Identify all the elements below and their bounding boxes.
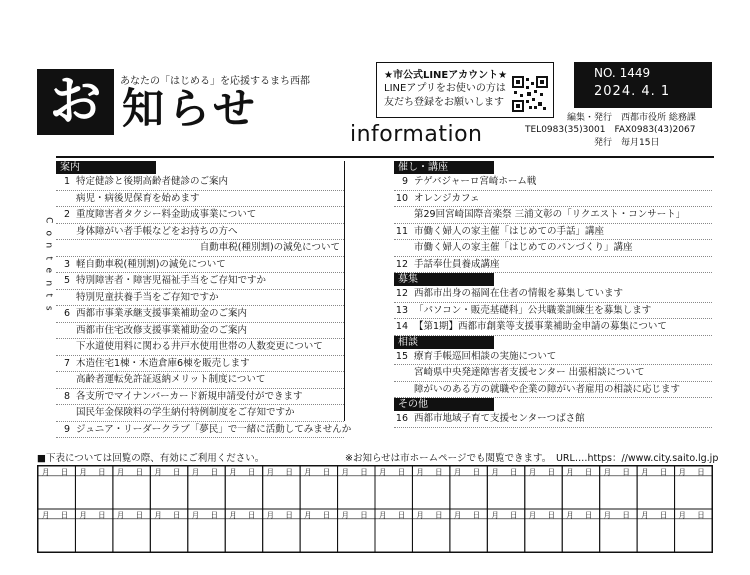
line-account-body xyxy=(384,82,506,110)
contents-row xyxy=(394,411,712,428)
grid-day-label: 日 xyxy=(360,510,368,520)
grid-month-label: 月 xyxy=(603,510,612,520)
contents-right-column xyxy=(394,161,712,428)
grid-month-label: 月 xyxy=(116,467,125,477)
page-number: 1 xyxy=(63,176,70,187)
grid-day-label: 日 xyxy=(173,510,181,520)
grid-month-label: 月 xyxy=(378,467,387,477)
grid-month-label: 月 xyxy=(229,510,237,520)
grid-day-label: 日 xyxy=(210,510,218,520)
grid-day-label: 日 xyxy=(622,467,630,477)
contents-row xyxy=(394,303,712,320)
page-number: 7 xyxy=(63,357,70,369)
grid-month-label: 月 xyxy=(341,467,350,477)
contents-row xyxy=(56,273,344,290)
page-number: 12 xyxy=(395,288,408,299)
grid-day-label: 日 xyxy=(622,510,630,520)
article-title: オレンジカフェ xyxy=(414,192,480,204)
contents-row xyxy=(394,286,712,303)
grid-month-label: 月 xyxy=(641,510,649,520)
circulation-table xyxy=(37,465,713,553)
grid-day-label: 日 xyxy=(697,467,705,477)
issue-number: NO. 1449 xyxy=(594,66,651,80)
contents-left-column xyxy=(56,161,352,438)
contents-row xyxy=(56,290,344,307)
article-title: 市働く婦人の家主催「はじめての手話」講座 xyxy=(414,225,605,237)
contents-row xyxy=(394,207,712,224)
grid-month-label: 月 xyxy=(304,467,312,477)
grid-month-label: 月 xyxy=(266,467,275,477)
contents-row xyxy=(56,306,344,323)
page-number: 15 xyxy=(395,350,408,362)
grid-day-label: 日 xyxy=(510,510,518,520)
contents-row xyxy=(56,207,344,224)
contents-row xyxy=(394,365,712,382)
grid-month-label: 月 xyxy=(378,510,387,520)
contents-row xyxy=(394,382,712,399)
contents-label-letter: n xyxy=(43,242,54,249)
page-number: 12 xyxy=(395,258,408,270)
grid-month-label: 月 xyxy=(491,510,499,520)
page-number: 9 xyxy=(63,423,70,435)
contents-row xyxy=(56,339,344,356)
grid-day-label: 日 xyxy=(547,467,555,477)
page-title: 知らせ xyxy=(122,84,259,133)
grid-day-label: 日 xyxy=(659,510,668,520)
grid-day-label: 日 xyxy=(98,510,106,520)
article-title: 「パソコン・販売基礎科」公共職業訓練生を募集します xyxy=(414,304,652,316)
section-header: その他 xyxy=(394,398,494,411)
contents-label-letter: t xyxy=(43,255,54,260)
tagline: あなたの「はじめる」を応援するまち西都 xyxy=(120,76,310,87)
article-title: 特別児童扶養手当をご存知ですか xyxy=(76,291,219,303)
grid-month-label: 月 xyxy=(79,510,87,520)
grid-month-label: 月 xyxy=(566,510,574,520)
grid-month-label: 月 xyxy=(678,467,687,477)
page-number: 3 xyxy=(63,258,70,270)
contents-label-letter: t xyxy=(43,293,54,298)
grid-month-label: 月 xyxy=(566,467,574,477)
contents-label-letter: C xyxy=(43,217,54,224)
page-number: 11 xyxy=(395,225,408,237)
grid-month-label: 月 xyxy=(678,510,687,520)
contents-row xyxy=(56,405,344,422)
article-title: 市働く婦人の家主催「はじめてのパンづくり」講座 xyxy=(414,242,633,253)
grid-day-label: 日 xyxy=(435,467,443,477)
grid-day-label: 日 xyxy=(472,510,481,520)
page-number: 10 xyxy=(395,192,408,204)
contents-label-letter: o xyxy=(43,229,54,236)
grid-day-label: 日 xyxy=(435,510,443,520)
article-title: 木造住宅1棟・木造倉庫6棟を販売します xyxy=(76,357,250,369)
grid-month-label: 月 xyxy=(416,467,424,477)
grid-day-label: 日 xyxy=(322,510,331,520)
grid-month-label: 月 xyxy=(79,467,87,477)
article-title: 宮崎県中央発達障害者支援センター 出張相談について xyxy=(414,367,645,378)
article-title: 療育手帳巡回相談の実施について xyxy=(414,350,557,362)
contents-row xyxy=(56,240,344,257)
article-title: 西都市地域子育て支援センターつばさ館 xyxy=(414,413,585,424)
grid-month-label: 月 xyxy=(191,510,200,520)
article-title: 自動車税(種別割)の減免について xyxy=(199,242,340,253)
grid-month-label: 月 xyxy=(41,467,50,477)
grid-day-label: 日 xyxy=(210,467,218,477)
contents-label xyxy=(42,214,54,314)
contents-row xyxy=(394,191,712,208)
grid-month-label: 月 xyxy=(154,467,162,477)
section-header: 相談 xyxy=(394,336,494,349)
grid-month-label: 月 xyxy=(229,467,237,477)
page-number: 8 xyxy=(63,390,70,402)
article-title: テゲバジャーロ宮崎ホーム戦 xyxy=(414,176,537,187)
contents-label-letter: n xyxy=(43,279,54,286)
contents-row xyxy=(56,224,344,241)
article-title: 高齢者運転免許証返納メリット制度について xyxy=(76,374,266,385)
grid-day-label: 日 xyxy=(285,467,293,477)
grid-month-label: 月 xyxy=(116,510,125,520)
page-number: 9 xyxy=(401,176,408,187)
article-title: 国民年金保険料の学生納付特例制度をご存知ですか xyxy=(76,407,295,418)
contents-row xyxy=(56,389,344,406)
logo-character: お xyxy=(37,69,114,135)
circulation-note: ■下表については回覧の際、有効にご利用ください。 xyxy=(37,453,265,464)
issue-frequency: 発行 毎月15日 xyxy=(594,138,660,148)
article-title: 各支所でマイナンバーカード新規申請受付ができます xyxy=(76,390,303,402)
publisher: 編集・発行 西都市役所 総務課 xyxy=(567,113,696,123)
grid-day-label: 日 xyxy=(247,467,256,477)
qr-code-icon xyxy=(512,76,548,112)
grid-month-label: 月 xyxy=(603,467,612,477)
article-title: 【第1期】西都市創業等支援事業補助金申請の募集について xyxy=(414,321,667,332)
grid-day-label: 日 xyxy=(173,467,181,477)
article-title: 下水道使用料に関わる井戸水使用世帯の人数変更について xyxy=(76,341,323,352)
article-title: 軽自動車税(種別割)の減免について xyxy=(76,258,226,270)
grid-day-label: 日 xyxy=(322,467,331,477)
page-number: 5 xyxy=(63,275,70,286)
contents-row xyxy=(394,224,712,241)
contents-row xyxy=(394,349,712,366)
grid-day-label: 日 xyxy=(584,510,593,520)
page-number: 2 xyxy=(63,209,70,220)
grid-day-label: 日 xyxy=(98,467,106,477)
grid-day-label: 日 xyxy=(510,467,518,477)
line-account-body-2: 友だち登録をお願いします xyxy=(384,97,504,108)
header-divider xyxy=(56,156,714,158)
grid-day-label: 日 xyxy=(547,510,555,520)
grid-day-label: 日 xyxy=(397,510,406,520)
article-title: 病児・病後児保育を始めます xyxy=(76,192,200,204)
contents-row xyxy=(56,174,344,191)
article-title: 西都市事業承継支援事業補助金のご案内 xyxy=(76,308,248,319)
grid-day-label: 日 xyxy=(60,467,69,477)
grid-month-label: 月 xyxy=(416,510,424,520)
line-account-title: ★市公式LINEアカウント★ xyxy=(384,70,508,81)
page-number: 16 xyxy=(395,413,408,424)
page-number: 13 xyxy=(395,304,408,316)
page-number: 6 xyxy=(63,308,70,319)
grid-month-label: 月 xyxy=(453,510,462,520)
grid-day-label: 日 xyxy=(135,467,144,477)
contents-row xyxy=(56,372,344,389)
page-number: 14 xyxy=(395,321,408,332)
grid-month-label: 月 xyxy=(266,510,275,520)
contents-row xyxy=(394,257,712,274)
contents-row xyxy=(56,257,344,274)
grid-month-label: 月 xyxy=(641,467,649,477)
grid-month-label: 月 xyxy=(41,510,50,520)
line-account-body-1: LINEアプリをお使いの方は xyxy=(384,83,506,94)
section-header: 催し・講座 xyxy=(394,161,494,174)
article-title: 特定健診と後期高齢者健診のご案内 xyxy=(76,176,229,187)
article-title: 重度障害者タクシー料金助成事業について xyxy=(76,209,257,220)
article-title: 身体障がい者手帳などをお持ちの方へ xyxy=(76,225,238,237)
section-header: 案内 xyxy=(56,161,156,174)
article-title: 障がいのある方の就職や企業の障がい者雇用の相談に応じます xyxy=(414,383,681,395)
article-title: 手話奉仕員養成講座 xyxy=(414,258,500,270)
grid-day-label: 日 xyxy=(472,467,481,477)
grid-day-label: 日 xyxy=(659,467,668,477)
grid-day-label: 日 xyxy=(360,467,368,477)
grid-month-label: 月 xyxy=(341,510,350,520)
grid-month-label: 月 xyxy=(528,467,537,477)
grid-month-label: 月 xyxy=(528,510,537,520)
contents-label-letter: s xyxy=(43,305,54,311)
grid-day-label: 日 xyxy=(584,467,593,477)
website-note: ※お知らせは市ホームページでも閲覧できます。 URL‥‥https：//www.city.saito.lg.jp xyxy=(345,453,719,464)
contents-row xyxy=(56,356,344,373)
article-title: ジュニア・リーダークラブ「夢民」で一緒に活動してみませんか xyxy=(76,423,352,435)
section-header: 募集 xyxy=(394,273,494,286)
grid-month-label: 月 xyxy=(154,510,162,520)
grid-month-label: 月 xyxy=(191,467,200,477)
contents-row xyxy=(56,191,344,208)
grid-day-label: 日 xyxy=(285,510,293,520)
grid-day-label: 日 xyxy=(397,467,406,477)
information-word: information xyxy=(350,122,483,147)
grid-day-label: 日 xyxy=(60,510,69,520)
grid-day-label: 日 xyxy=(697,510,705,520)
article-title: 第29回宮崎国際音楽祭 三浦文彰の「リクエスト・コンサート」 xyxy=(414,209,686,220)
article-title: 西都市住宅改修支援事業補助金のご案内 xyxy=(76,324,248,336)
grid-day-label: 日 xyxy=(247,510,256,520)
grid-month-label: 月 xyxy=(453,467,462,477)
column-divider xyxy=(344,161,345,421)
contents-row xyxy=(56,323,344,340)
contact-numbers: TEL0983(35)3001 FAX0983(43)2067 xyxy=(525,125,696,135)
issue-date: 2024. 4. 1 xyxy=(594,84,671,99)
article-title: 特別障害者・障害児福祉手当をご存知ですか xyxy=(76,275,267,286)
grid-month-label: 月 xyxy=(304,510,312,520)
contents-row xyxy=(394,174,712,191)
contents-row xyxy=(56,422,352,439)
article-title: 西都市出身の福岡在住者の情報を募集しています xyxy=(414,288,624,299)
contents-row xyxy=(394,319,712,336)
contents-row xyxy=(394,240,712,257)
grid-day-label: 日 xyxy=(135,510,144,520)
grid-month-label: 月 xyxy=(491,467,499,477)
contents-label-letter: e xyxy=(43,267,54,274)
